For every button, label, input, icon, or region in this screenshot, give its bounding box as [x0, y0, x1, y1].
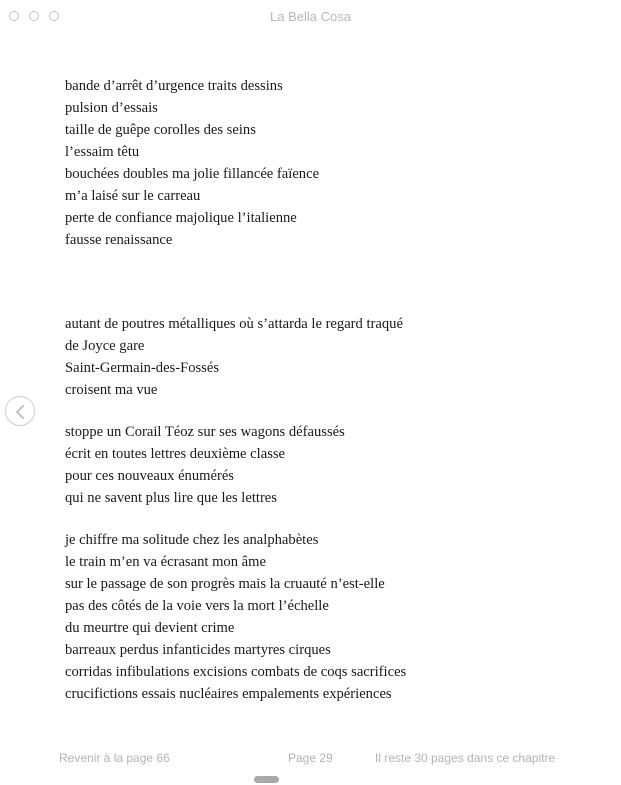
stanza	[65, 75, 585, 251]
stanza-gap	[65, 509, 585, 529]
poem-line: Saint-Germain-des-Fossés	[65, 360, 220, 376]
title-bar	[0, 0, 621, 36]
stanza	[65, 313, 585, 401]
poem-line: bouchées doubles ma jolie fillancée faïence	[65, 166, 320, 182]
poem-line: qui ne savent plus lire que les lettres	[65, 490, 277, 506]
poem-line: écrit en toutes lettres deuxième classe	[65, 446, 286, 462]
stanza-gap	[65, 401, 585, 421]
poem-line: je chiffre ma solitude chez les analphabètes	[65, 532, 319, 548]
section-gap	[65, 251, 585, 313]
poem-line: stoppe un Corail Téoz sur ses wagons défaussés	[65, 424, 345, 440]
page-scrubber-handle[interactable]	[254, 776, 279, 783]
stanza	[65, 421, 585, 509]
reader-footer	[0, 751, 621, 767]
stanza	[65, 529, 585, 705]
current-page-label: Page 29	[288, 751, 333, 765]
poem-line: pas des côtés de la voie vers la mort l’échelle	[65, 598, 329, 614]
pages-remaining-label: Il reste 30 pages dans ce chapitre	[375, 751, 556, 765]
poem-line: taille de guêpe corolles des seins	[65, 122, 256, 138]
chevron-left-icon	[6, 397, 36, 427]
window-title: La Bella Cosa	[270, 9, 351, 24]
previous-page-button[interactable]	[5, 396, 35, 426]
poem-line: m’a laisé sur le carreau	[65, 188, 201, 204]
poem-line: sur le passage de son progrès mais la cruauté n’est-elle	[65, 576, 385, 592]
poem-line: du meurtre qui devient crime	[65, 620, 235, 636]
poem-line: crucifictions essais nucléaires empalements expériences	[65, 686, 392, 702]
poem-line: bande d’arrêt d’urgence traits dessins	[65, 78, 283, 94]
poem-line: autant de poutres métalliques où s’attarda le regard traqué	[65, 316, 403, 332]
poem-text	[65, 75, 585, 705]
poem-line: barreaux perdus infanticides martyres cirques	[65, 642, 331, 658]
poem-line: le train m’en va écrasant mon âme	[65, 554, 266, 570]
poem-line: fausse renaissance	[65, 232, 173, 248]
poem-line: l’essaim têtu	[65, 144, 140, 160]
back-to-page-link[interactable]: Revenir à la page 66	[59, 751, 170, 765]
poem-line: pour ces nouveaux énumérés	[65, 468, 234, 484]
poem-line: de Joyce gare	[65, 338, 145, 354]
poem-line: perte de confiance majolique l’italienne	[65, 210, 297, 226]
poem-line: corridas infibulations excisions combats de coqs sacrifices	[65, 664, 407, 680]
poem-line: pulsion d’essais	[65, 100, 158, 116]
poem-line: croisent ma vue	[65, 382, 158, 398]
